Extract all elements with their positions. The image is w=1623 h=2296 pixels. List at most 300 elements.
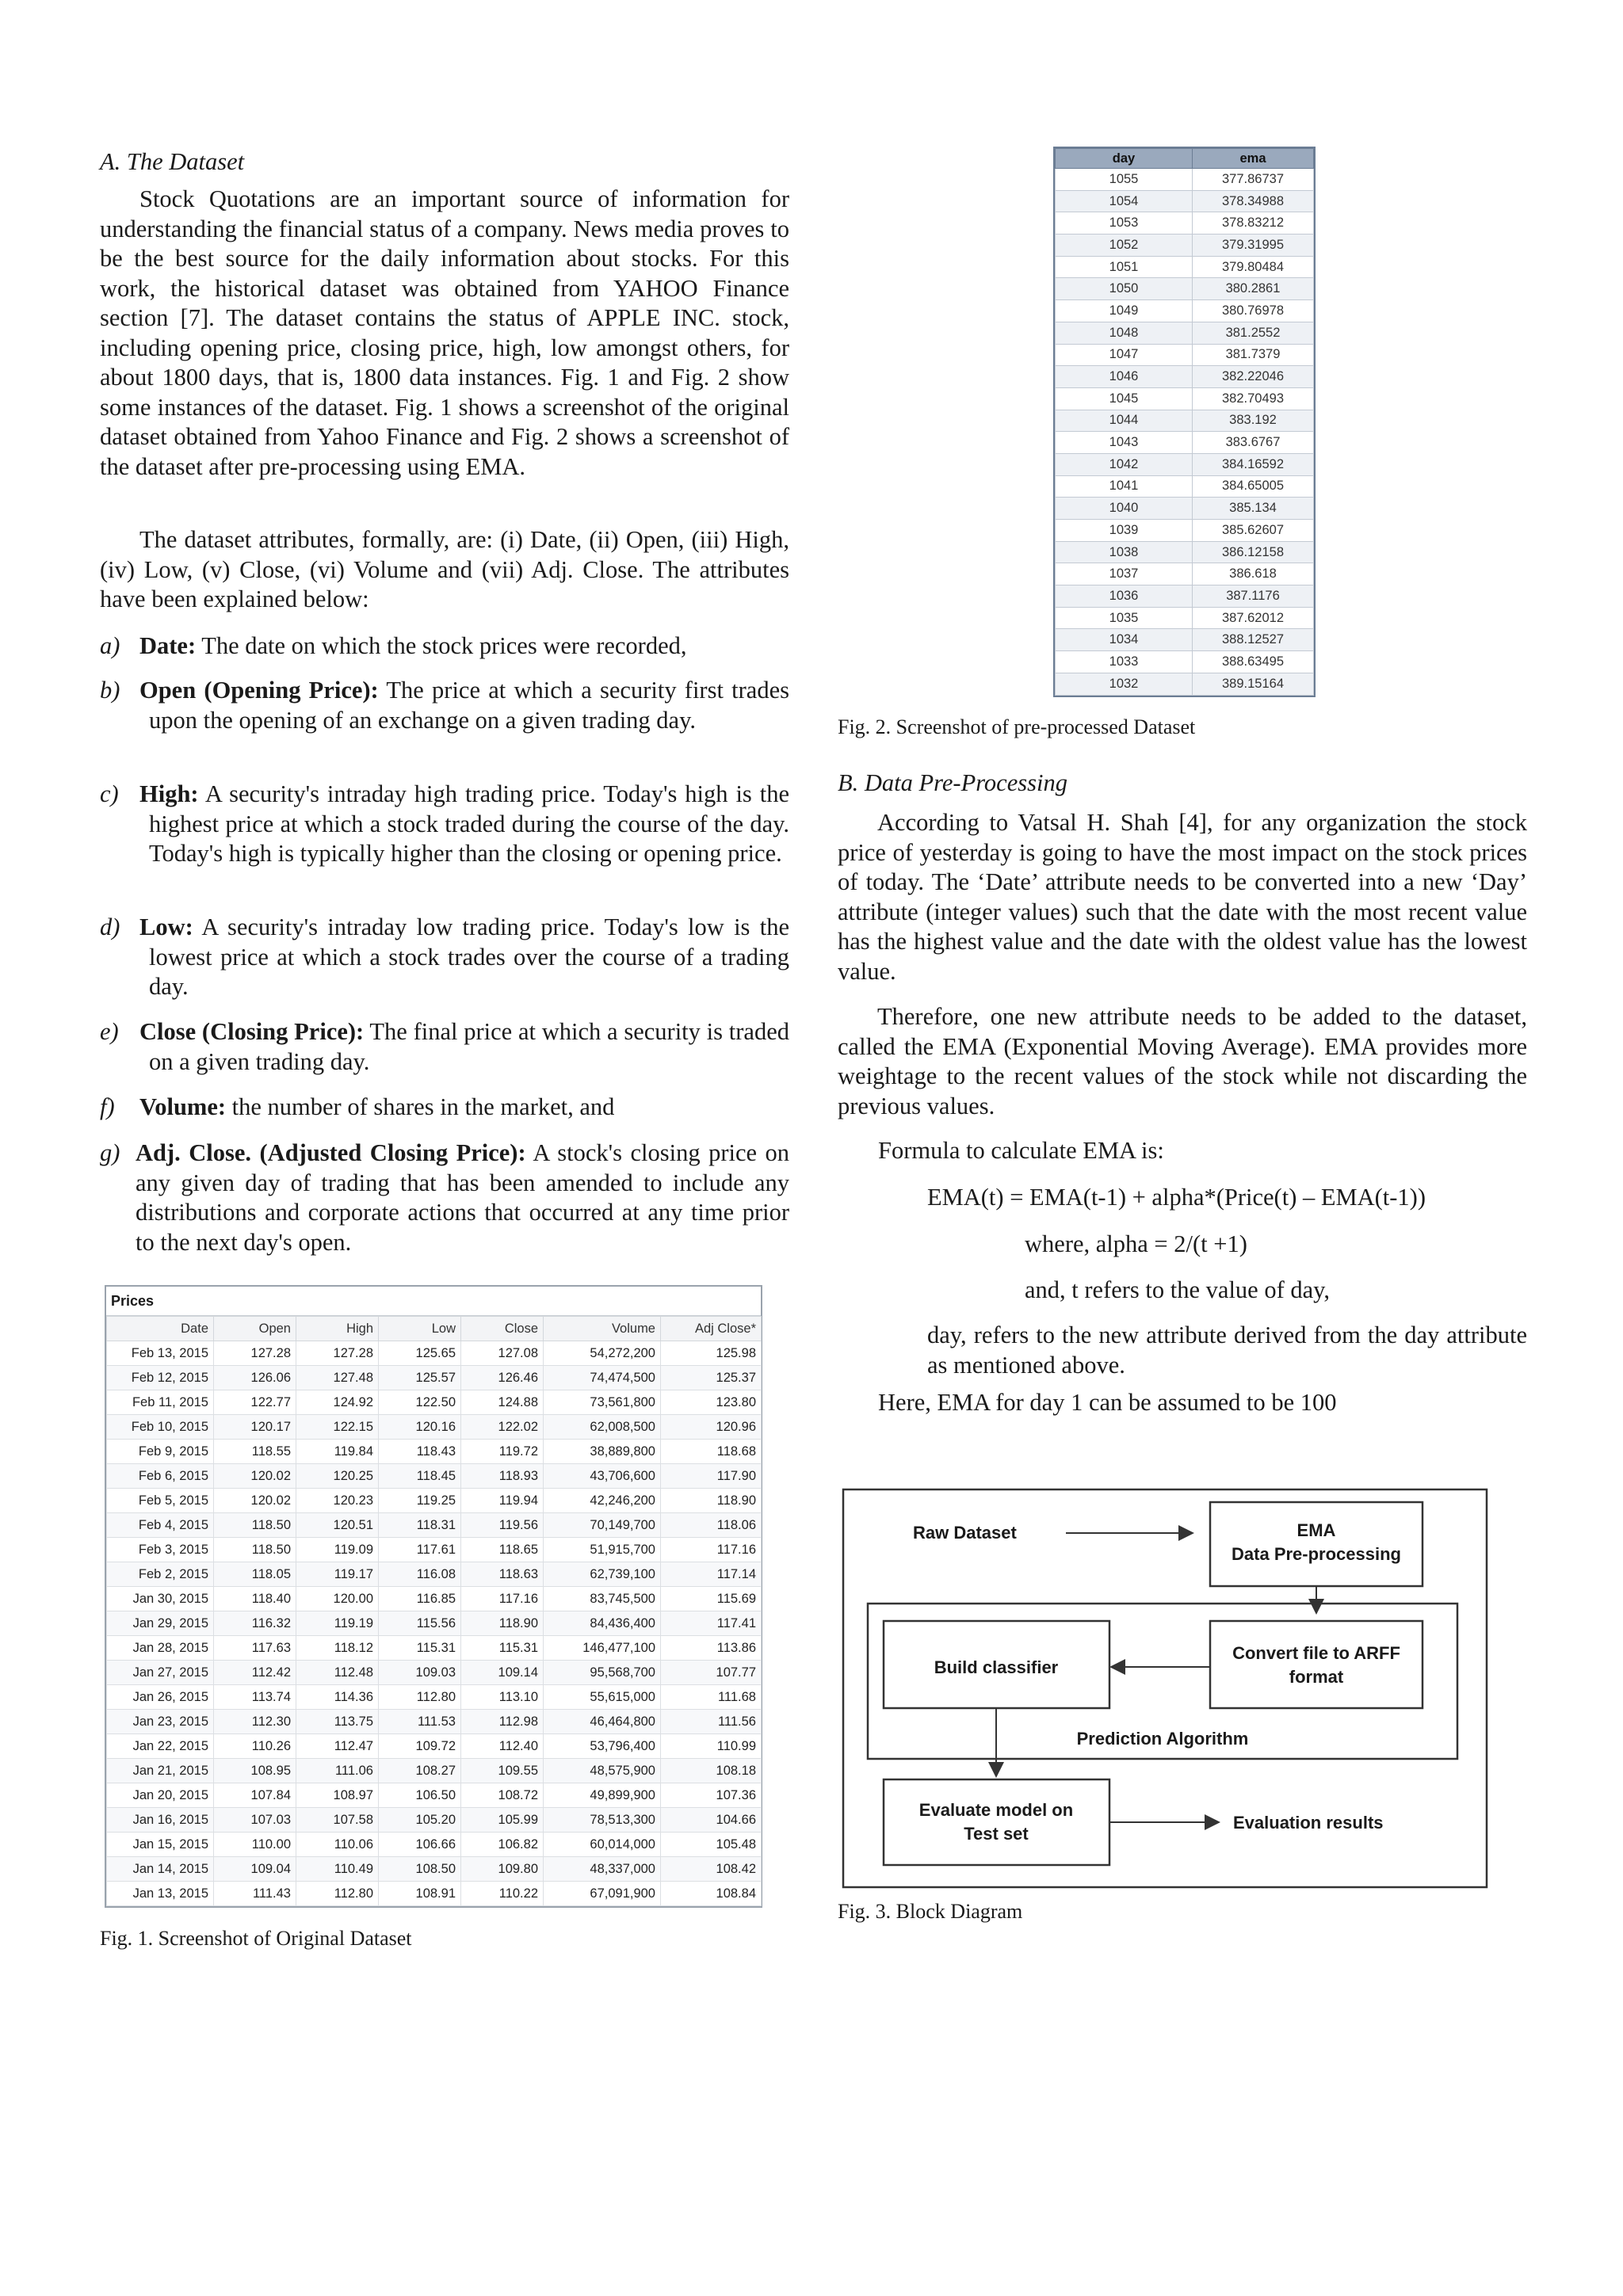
table-cell: Feb 4, 2015 — [107, 1513, 214, 1538]
table-cell: 127.28 — [296, 1341, 379, 1366]
item-term: High: — [139, 780, 199, 807]
table-cell: 108.42 — [661, 1857, 762, 1882]
table-cell: 84,436,400 — [544, 1611, 661, 1636]
table-cell: 83,745,500 — [544, 1587, 661, 1611]
table-cell: 104.66 — [661, 1808, 762, 1833]
table-cell: 118.63 — [461, 1562, 544, 1587]
table-cell: 109.55 — [461, 1759, 544, 1783]
table-cell: 126.06 — [214, 1366, 296, 1390]
table-cell: 385.62607 — [1193, 520, 1314, 542]
table-row — [1056, 607, 1314, 629]
table-cell: 119.09 — [296, 1538, 379, 1562]
table-cell: 106.66 — [379, 1833, 461, 1857]
table-cell: 110.00 — [214, 1833, 296, 1857]
table-cell: 67,091,900 — [544, 1882, 661, 1906]
table-cell: 109.03 — [379, 1661, 461, 1685]
table-cell: 111.56 — [661, 1710, 762, 1734]
table-cell: 126.46 — [461, 1366, 544, 1390]
table-cell: 124.88 — [461, 1390, 544, 1415]
table-cell: 1046 — [1056, 366, 1193, 388]
item-label: d) — [100, 913, 120, 940]
table-cell: 95,568,700 — [544, 1661, 661, 1685]
table-cell: 38,889,800 — [544, 1440, 661, 1464]
attribute-item-open — [100, 676, 789, 735]
table-cell: 386.12158 — [1193, 541, 1314, 563]
table-cell: 114.36 — [296, 1685, 379, 1710]
table-cell: Jan 16, 2015 — [107, 1808, 214, 1833]
table-cell: 119.84 — [296, 1440, 379, 1464]
table-cell: 118.12 — [296, 1636, 379, 1661]
table-cell: 378.34988 — [1193, 190, 1314, 212]
table-cell: 1043 — [1056, 432, 1193, 454]
table-cell: 107.84 — [214, 1783, 296, 1808]
original-dataset-table — [105, 1285, 762, 1908]
table-cell: 106.50 — [379, 1783, 461, 1808]
table-cell: 62,008,500 — [544, 1415, 661, 1440]
table-row — [1056, 541, 1314, 563]
table-cell: 112.40 — [461, 1734, 544, 1759]
table-cell: 120.17 — [214, 1415, 296, 1440]
ema-column-header: day — [1056, 149, 1193, 169]
preprocessing-paragraph-2: Therefore, one new attribute needs to be added to the dataset, called the EMA (Exponential Moving Average). EMA provides more weightage to the recent values of the stock while not discarding the previous values. — [838, 1003, 1527, 1119]
table-cell: 1042 — [1056, 453, 1193, 475]
table-cell: 389.15164 — [1193, 673, 1314, 695]
raw-dataset-label: Raw Dataset — [913, 1523, 1017, 1543]
attribute-item-adj-close — [100, 1138, 789, 1257]
table-row — [107, 1734, 762, 1759]
table-cell: 1033 — [1056, 651, 1193, 673]
table-cell: 107.77 — [661, 1661, 762, 1685]
table-row — [1056, 432, 1314, 454]
table-cell: 1048 — [1056, 322, 1193, 344]
table-cell: 388.63495 — [1193, 651, 1314, 673]
table-cell: 379.80484 — [1193, 256, 1314, 278]
item-label: a) — [100, 632, 120, 659]
fig3-caption: Fig. 3. Block Diagram — [838, 1900, 1023, 1923]
table-cell: 110.99 — [661, 1734, 762, 1759]
table-cell: 120.16 — [379, 1415, 461, 1440]
table-cell: 118.93 — [461, 1464, 544, 1489]
table-cell: 1035 — [1056, 607, 1193, 629]
table-cell: 118.43 — [379, 1440, 461, 1464]
table-cell: 111.06 — [296, 1759, 379, 1783]
table-row — [1056, 322, 1314, 344]
table-row — [107, 1636, 762, 1661]
table-cell: 122.15 — [296, 1415, 379, 1440]
table-cell: 380.76978 — [1193, 300, 1314, 322]
table-cell: 112.80 — [379, 1685, 461, 1710]
table-cell: 380.2861 — [1193, 278, 1314, 300]
prices-column-header: Low — [379, 1317, 461, 1341]
table-row — [107, 1415, 762, 1440]
table-cell: 1051 — [1056, 256, 1193, 278]
table-cell: Jan 21, 2015 — [107, 1759, 214, 1783]
section-b-heading: B. Data Pre-Processing — [838, 769, 1067, 796]
fig2-caption: Fig. 2. Screenshot of pre-processed Dataset — [838, 715, 1196, 738]
block-diagram — [840, 1486, 1490, 1890]
table-cell: 381.2552 — [1193, 322, 1314, 344]
table-cell: Jan 27, 2015 — [107, 1661, 214, 1685]
table-cell: 123.80 — [661, 1390, 762, 1415]
table-cell: 119.17 — [296, 1562, 379, 1587]
fig1-caption: Fig. 1. Screenshot of Original Dataset — [100, 1927, 412, 1950]
item-term: Volume: — [139, 1093, 227, 1120]
table-row — [107, 1611, 762, 1636]
dataset-paragraph-2: The dataset attributes, formally, are: (i) Date, (ii) Open, (iii) High, (iv) Low, (v) Close, (vi) Volume and (vii) Adj. Close. The attributes have been explained below: — [100, 526, 789, 612]
table-cell: 111.43 — [214, 1882, 296, 1906]
attribute-item-high — [100, 780, 789, 869]
table-row — [1056, 498, 1314, 520]
table-cell: 73,561,800 — [544, 1390, 661, 1415]
ema-initial-value: Here, EMA for day 1 can be assumed to be 100 — [878, 1389, 1337, 1416]
table-cell: Feb 12, 2015 — [107, 1366, 214, 1390]
table-cell: Jan 13, 2015 — [107, 1882, 214, 1906]
table-row — [1056, 235, 1314, 257]
ema-box-line1: EMA — [1296, 1520, 1336, 1540]
preprocessing-paragraph-1: According to Vatsal H. Shah [4], for any organization the stock price of yesterday is going to have the most impact on the stock prices of today. The ‘Date’ attribute needs to be converted into a new ‘Day’ attribute (integer values) such that the date with the most recent value has the highest value and the date with the oldest value has the lowest value. — [838, 809, 1527, 985]
table-row — [1056, 410, 1314, 432]
table-cell: 118.90 — [661, 1489, 762, 1513]
table-cell: 49,899,900 — [544, 1783, 661, 1808]
table-cell: 107.03 — [214, 1808, 296, 1833]
table-cell: 379.31995 — [1193, 235, 1314, 257]
table-row — [1056, 212, 1314, 235]
item-label: e) — [100, 1018, 119, 1045]
table-cell: 1052 — [1056, 235, 1193, 257]
table-cell: 118.90 — [461, 1611, 544, 1636]
table-cell: 111.53 — [379, 1710, 461, 1734]
item-text: the number of shares in the market, and — [226, 1093, 615, 1120]
table-cell: Feb 9, 2015 — [107, 1440, 214, 1464]
table-cell: 54,272,200 — [544, 1341, 661, 1366]
prices-table-title: Prices — [106, 1287, 761, 1316]
table-cell: 117.16 — [461, 1587, 544, 1611]
table-row — [1056, 563, 1314, 585]
table-row — [1056, 673, 1314, 695]
attribute-item-volume — [100, 1093, 789, 1123]
table-cell: 105.99 — [461, 1808, 544, 1833]
table-cell: 113.86 — [661, 1636, 762, 1661]
table-cell: 118.40 — [214, 1587, 296, 1611]
table-cell: 108.72 — [461, 1783, 544, 1808]
table-cell: 118.31 — [379, 1513, 461, 1538]
table-cell: 42,246,200 — [544, 1489, 661, 1513]
table-cell: 48,575,900 — [544, 1759, 661, 1783]
table-cell: 113.10 — [461, 1685, 544, 1710]
table-cell: 110.26 — [214, 1734, 296, 1759]
table-cell: 117.90 — [661, 1464, 762, 1489]
table-cell: 119.94 — [461, 1489, 544, 1513]
table-cell: 108.50 — [379, 1857, 461, 1882]
table-row — [1056, 169, 1314, 191]
ema-column-header: ema — [1193, 149, 1314, 169]
table-cell: 110.22 — [461, 1882, 544, 1906]
table-cell: 387.1176 — [1193, 585, 1314, 608]
table-cell: 105.20 — [379, 1808, 461, 1833]
table-row — [107, 1710, 762, 1734]
table-cell: 1039 — [1056, 520, 1193, 542]
table-cell: 385.134 — [1193, 498, 1314, 520]
table-row — [1056, 453, 1314, 475]
table-cell: 112.47 — [296, 1734, 379, 1759]
attribute-item-low — [100, 913, 789, 1002]
prices-column-header: Close — [461, 1317, 544, 1341]
table-cell: 122.50 — [379, 1390, 461, 1415]
table-cell: 118.50 — [214, 1538, 296, 1562]
convert-box-line1: Convert file to ARFF — [1232, 1643, 1400, 1663]
ema-formula: EMA(t) = EMA(t-1) + alpha*(Price(t) – EMA(t-1)) — [927, 1184, 1426, 1211]
alpha-definition: where, alpha = 2/(t +1) — [1025, 1230, 1247, 1257]
table-cell: 383.6767 — [1193, 432, 1314, 454]
table-row — [1056, 344, 1314, 366]
table-row — [107, 1341, 762, 1366]
table-cell: 117.14 — [661, 1562, 762, 1587]
table-cell: 117.63 — [214, 1636, 296, 1661]
table-cell: 1036 — [1056, 585, 1193, 608]
item-term: Adj. Close. (Adjusted Closing Price): — [136, 1139, 526, 1166]
table-cell: 125.65 — [379, 1341, 461, 1366]
table-cell: Feb 13, 2015 — [107, 1341, 214, 1366]
table-cell: 119.25 — [379, 1489, 461, 1513]
table-row — [107, 1440, 762, 1464]
table-cell: 108.84 — [661, 1882, 762, 1906]
table-cell: Jan 26, 2015 — [107, 1685, 214, 1710]
table-cell: 108.27 — [379, 1759, 461, 1783]
table-cell: 115.56 — [379, 1611, 461, 1636]
item-label: b) — [100, 677, 120, 704]
table-row — [107, 1464, 762, 1489]
table-cell: 127.28 — [214, 1341, 296, 1366]
table-cell: Jan 15, 2015 — [107, 1833, 214, 1857]
table-cell: 74,474,500 — [544, 1366, 661, 1390]
table-row — [107, 1562, 762, 1587]
item-text: The final price at which a security is traded on a given trading day. — [149, 1018, 789, 1075]
table-cell: 46,464,800 — [544, 1710, 661, 1734]
table-row — [107, 1685, 762, 1710]
table-row — [107, 1857, 762, 1882]
table-row — [1056, 475, 1314, 498]
table-row — [1056, 387, 1314, 410]
table-cell: Jan 28, 2015 — [107, 1636, 214, 1661]
table-cell: 51,915,700 — [544, 1538, 661, 1562]
table-cell: Feb 5, 2015 — [107, 1489, 214, 1513]
item-term: Date: — [139, 632, 197, 659]
table-row — [107, 1759, 762, 1783]
table-cell: Jan 30, 2015 — [107, 1587, 214, 1611]
table-cell: 113.74 — [214, 1685, 296, 1710]
table-cell: 146,477,100 — [544, 1636, 661, 1661]
table-row — [107, 1587, 762, 1611]
item-text: The date on which the stock prices were recorded, — [196, 632, 687, 659]
table-row — [1056, 366, 1314, 388]
table-cell: Jan 29, 2015 — [107, 1611, 214, 1636]
table-cell: Feb 10, 2015 — [107, 1415, 214, 1440]
table-cell: 381.7379 — [1193, 344, 1314, 366]
table-cell: 1032 — [1056, 673, 1193, 695]
prices-column-header: Open — [214, 1317, 296, 1341]
ema-dataset-table — [1053, 147, 1316, 697]
table-cell: 119.72 — [461, 1440, 544, 1464]
table-row — [107, 1489, 762, 1513]
table-cell: 111.68 — [661, 1685, 762, 1710]
table-row — [107, 1833, 762, 1857]
table-row — [1056, 190, 1314, 212]
table-cell: 1038 — [1056, 541, 1193, 563]
table-row — [107, 1513, 762, 1538]
table-cell: 109.04 — [214, 1857, 296, 1882]
table-cell: 1037 — [1056, 563, 1193, 585]
table-cell: 377.86737 — [1193, 169, 1314, 191]
table-cell: 120.02 — [214, 1489, 296, 1513]
evaluation-results-label: Evaluation results — [1233, 1813, 1384, 1833]
convert-box-line2: format — [1289, 1667, 1344, 1687]
table-cell: 384.16592 — [1193, 453, 1314, 475]
table-cell: 382.22046 — [1193, 366, 1314, 388]
prices-column-header: Date — [107, 1317, 214, 1341]
table-cell: 125.98 — [661, 1341, 762, 1366]
table-cell: 378.83212 — [1193, 212, 1314, 235]
table-cell: 1047 — [1056, 344, 1193, 366]
table-cell: 127.08 — [461, 1341, 544, 1366]
table-cell: 115.69 — [661, 1587, 762, 1611]
table-cell: 118.50 — [214, 1513, 296, 1538]
table-cell: Feb 11, 2015 — [107, 1390, 214, 1415]
prediction-algorithm-label: Prediction Algorithm — [1076, 1729, 1249, 1749]
table-row — [107, 1390, 762, 1415]
table-cell: 384.65005 — [1193, 475, 1314, 498]
table-cell: Jan 22, 2015 — [107, 1734, 214, 1759]
item-text: A security's intraday low trading price. Today's low is the lowest price at which a stock trades over the course of a trading day. — [149, 913, 789, 1000]
evaluate-model-box — [884, 1779, 1109, 1865]
table-cell: Feb 6, 2015 — [107, 1464, 214, 1489]
table-cell: 1054 — [1056, 190, 1193, 212]
table-cell: 108.91 — [379, 1882, 461, 1906]
table-cell: 127.48 — [296, 1366, 379, 1390]
table-cell: 387.62012 — [1193, 607, 1314, 629]
table-cell: 109.80 — [461, 1857, 544, 1882]
table-cell: 110.06 — [296, 1833, 379, 1857]
convert-arff-box — [1210, 1621, 1423, 1708]
table-cell: 62,739,100 — [544, 1562, 661, 1587]
table-cell: Jan 23, 2015 — [107, 1710, 214, 1734]
table-cell: 115.31 — [461, 1636, 544, 1661]
prices-column-header: Volume — [544, 1317, 661, 1341]
table-row — [107, 1882, 762, 1906]
table-row — [1056, 585, 1314, 608]
table-cell: 113.75 — [296, 1710, 379, 1734]
table-cell: 118.55 — [214, 1440, 296, 1464]
item-text: A stock's closing price on any given day of trading that has been amended to include any distributions and corporate actions that occurred at any time prior to the next day's open. — [136, 1139, 790, 1256]
table-cell: 78,513,300 — [544, 1808, 661, 1833]
table-cell: Jan 20, 2015 — [107, 1783, 214, 1808]
attribute-item-date — [100, 631, 789, 662]
table-cell: 60,014,000 — [544, 1833, 661, 1857]
attribute-item-close — [100, 1017, 789, 1077]
table-cell: 112.48 — [296, 1661, 379, 1685]
table-cell: 53,796,400 — [544, 1734, 661, 1759]
table-row — [1056, 651, 1314, 673]
table-cell: 105.48 — [661, 1833, 762, 1857]
table-cell: 388.12527 — [1193, 629, 1314, 651]
table-cell: 119.56 — [461, 1513, 544, 1538]
table-cell: 120.00 — [296, 1587, 379, 1611]
item-label: c) — [100, 780, 119, 807]
table-cell: 43,706,600 — [544, 1464, 661, 1489]
t-definition: and, t refers to the value of day, — [1025, 1276, 1331, 1303]
table-cell: 1041 — [1056, 475, 1193, 498]
table-cell: 1040 — [1056, 498, 1193, 520]
table-row — [1056, 278, 1314, 300]
table-cell: 109.14 — [461, 1661, 544, 1685]
table-cell: 118.05 — [214, 1562, 296, 1587]
table-cell: 118.06 — [661, 1513, 762, 1538]
section-a-heading: A. The Dataset — [100, 148, 245, 175]
table-cell: 107.58 — [296, 1808, 379, 1833]
table-cell: 119.19 — [296, 1611, 379, 1636]
table-cell: 118.68 — [661, 1440, 762, 1464]
table-row — [107, 1538, 762, 1562]
table-cell: 1049 — [1056, 300, 1193, 322]
table-cell: 116.32 — [214, 1611, 296, 1636]
item-text: The price at which a security first trades upon the opening of an exchange on a given trading day. — [149, 677, 789, 734]
table-row — [1056, 300, 1314, 322]
table-row — [1056, 520, 1314, 542]
table-cell: 112.30 — [214, 1710, 296, 1734]
table-cell: 383.192 — [1193, 410, 1314, 432]
table-cell: 1053 — [1056, 212, 1193, 235]
table-cell: Jan 14, 2015 — [107, 1857, 214, 1882]
table-row — [107, 1808, 762, 1833]
table-row — [107, 1661, 762, 1685]
item-label: f) — [100, 1093, 115, 1120]
table-cell: 125.57 — [379, 1366, 461, 1390]
prices-column-header: Adj Close* — [661, 1317, 762, 1341]
table-cell: 48,337,000 — [544, 1857, 661, 1882]
table-cell: 117.61 — [379, 1538, 461, 1562]
table-cell: Feb 3, 2015 — [107, 1538, 214, 1562]
table-cell: 112.98 — [461, 1710, 544, 1734]
table-cell: 120.51 — [296, 1513, 379, 1538]
table-cell: 124.92 — [296, 1390, 379, 1415]
table-cell: 122.77 — [214, 1390, 296, 1415]
table-cell: 1034 — [1056, 629, 1193, 651]
item-term: Low: — [139, 913, 193, 940]
table-cell: 112.42 — [214, 1661, 296, 1685]
table-cell: 1050 — [1056, 278, 1193, 300]
evaluate-box-line1: Evaluate model on — [918, 1800, 1074, 1820]
table-cell: 108.18 — [661, 1759, 762, 1783]
formula-intro: Formula to calculate EMA is: — [878, 1137, 1164, 1164]
table-row — [1056, 256, 1314, 278]
item-term: Close (Closing Price): — [139, 1018, 365, 1045]
table-cell: 117.16 — [661, 1538, 762, 1562]
ema-box-line2: Data Pre-processing — [1232, 1544, 1401, 1564]
table-cell: 120.02 — [214, 1464, 296, 1489]
table-cell: 108.95 — [214, 1759, 296, 1783]
table-cell: 109.72 — [379, 1734, 461, 1759]
table-cell: 110.49 — [296, 1857, 379, 1882]
table-cell: 120.23 — [296, 1489, 379, 1513]
table-cell: Feb 2, 2015 — [107, 1562, 214, 1587]
day-definition: day, refers to the new attribute derived from the day attribute as mentioned above. — [927, 1322, 1527, 1379]
table-cell: 118.45 — [379, 1464, 461, 1489]
table-cell: 115.31 — [379, 1636, 461, 1661]
table-cell: 106.82 — [461, 1833, 544, 1857]
item-text: A security's intraday high trading price. Today's high is the highest price at which a stock traded during the course of the day. Today's high is typically higher than the closing or opening price. — [149, 780, 789, 867]
table-cell: 117.41 — [661, 1611, 762, 1636]
table-cell: 116.85 — [379, 1587, 461, 1611]
table-row — [107, 1783, 762, 1808]
